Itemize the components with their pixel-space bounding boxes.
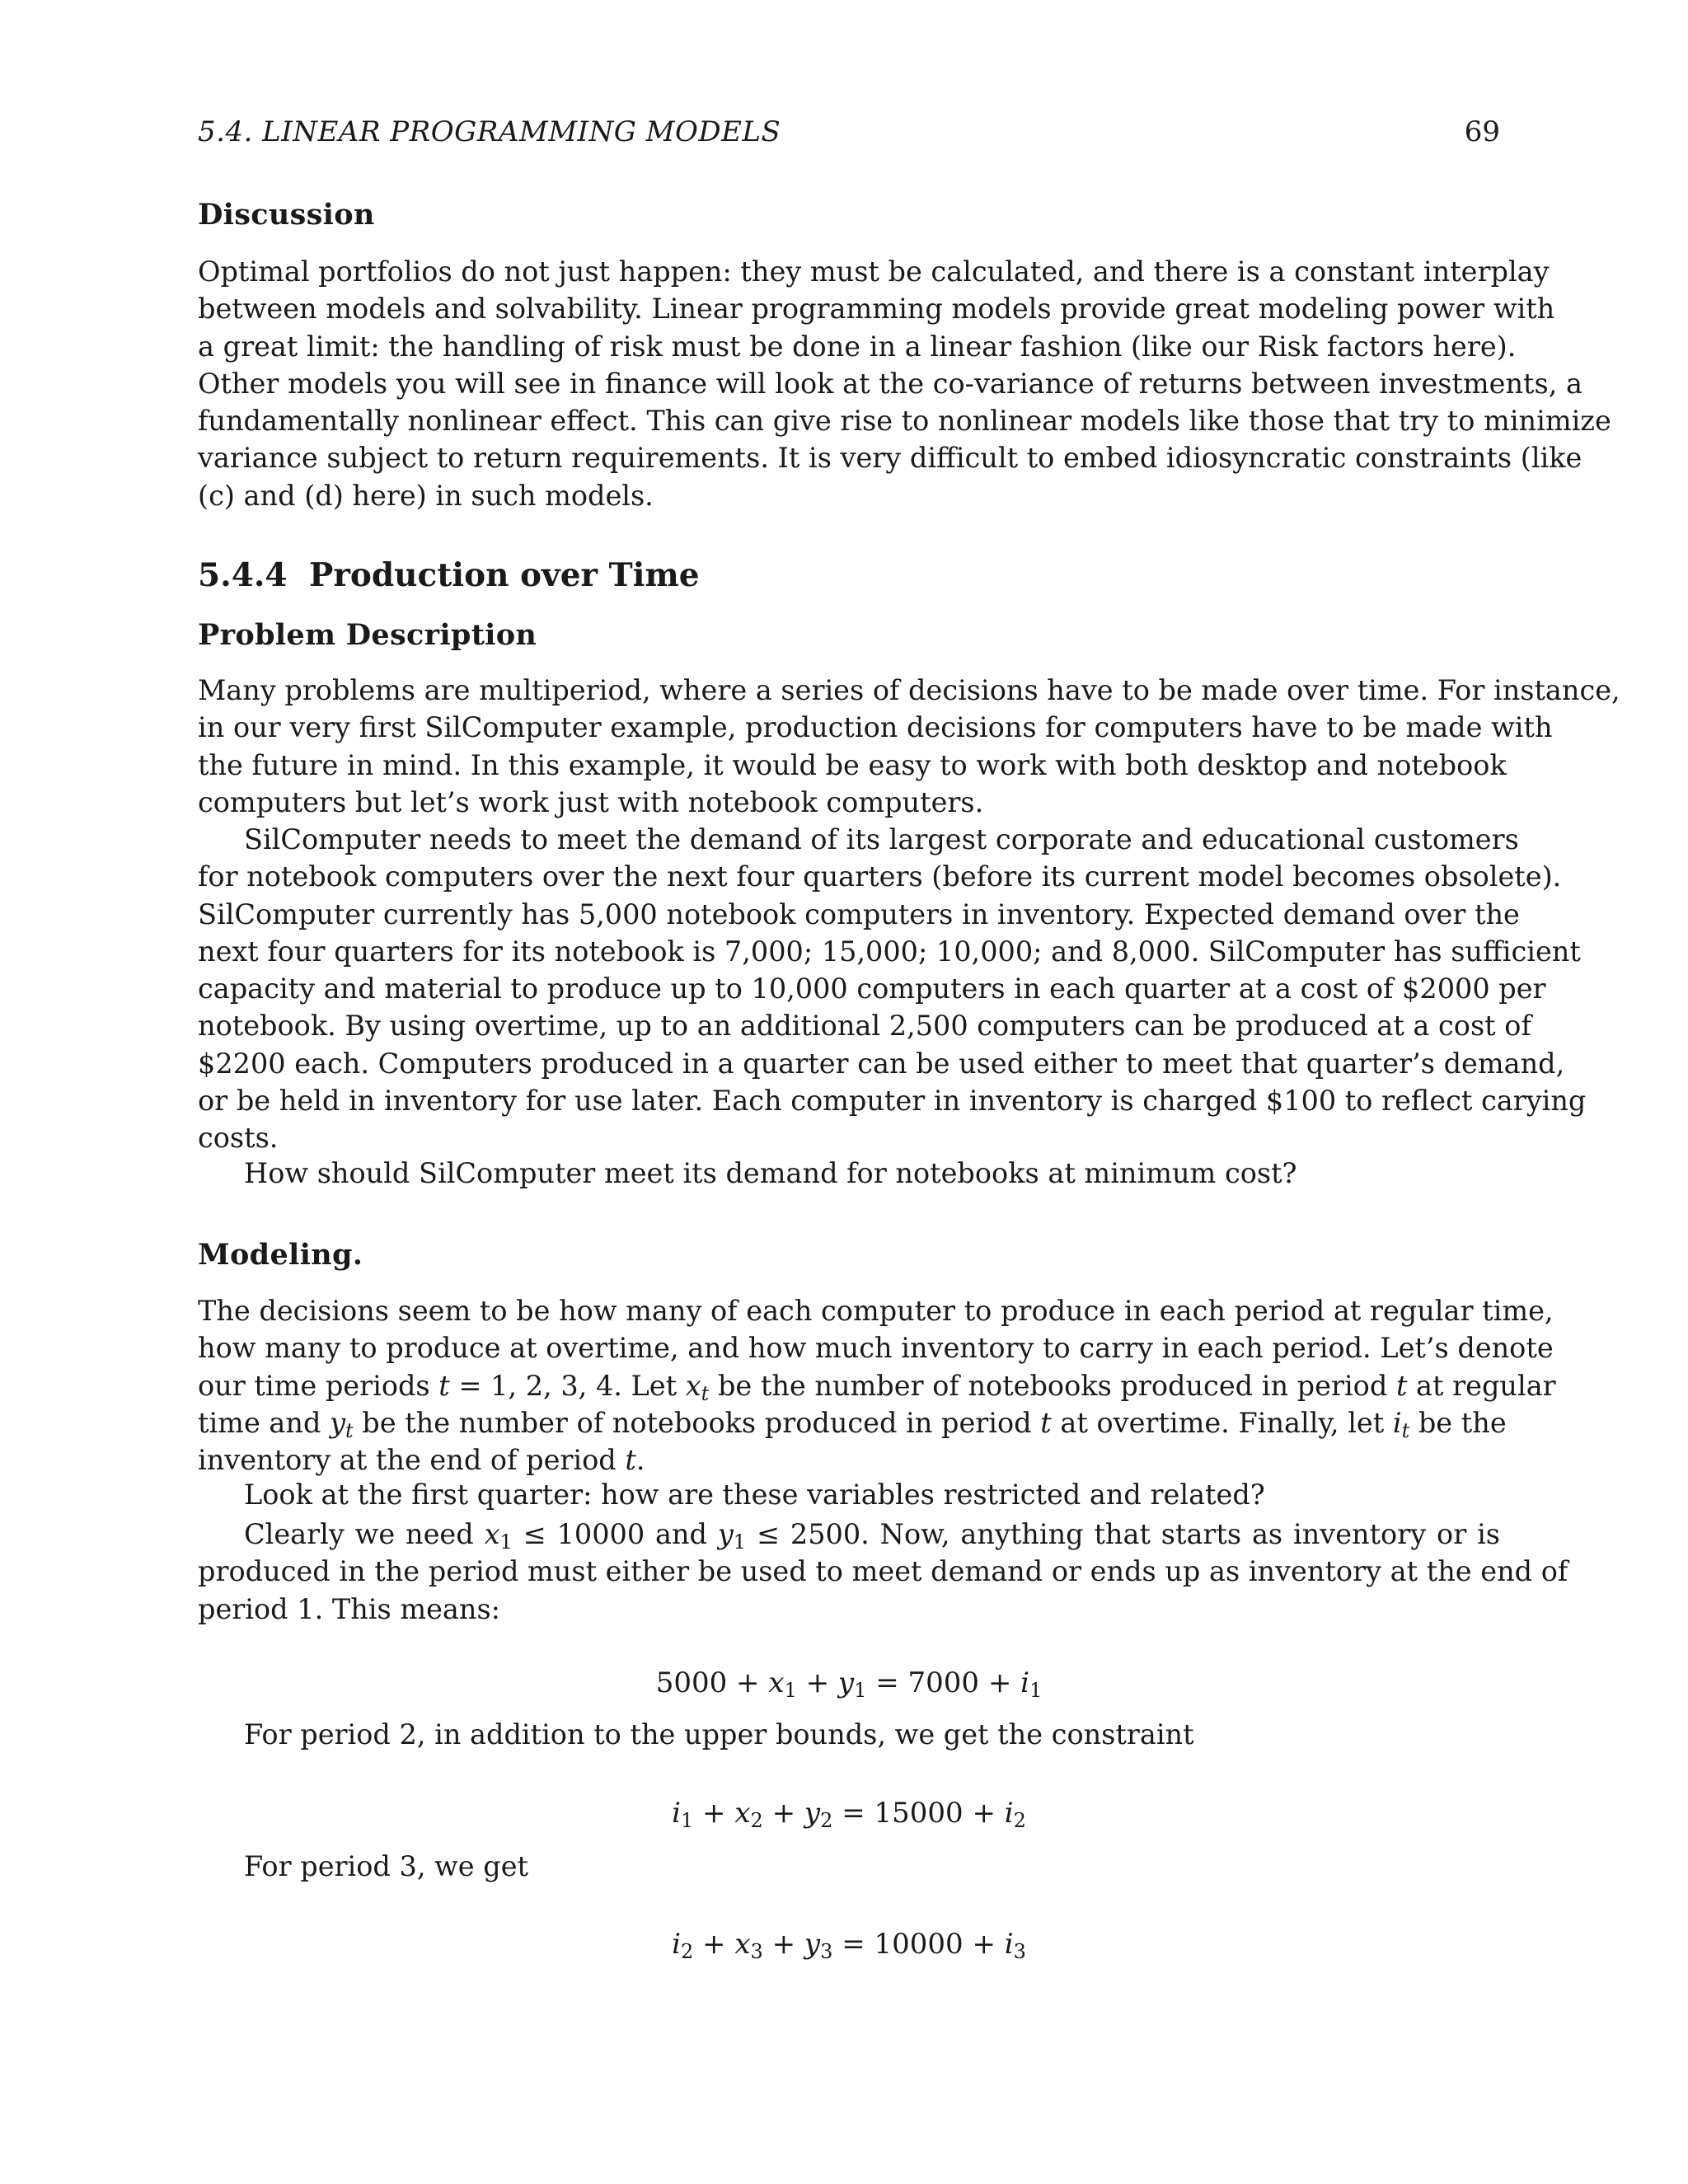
text-line: $2200 each. Computers produced in a quarter can be used either to meet that quarter’s demand, [198, 1047, 1565, 1080]
text-line: between models and solvability. Linear programming models provide great modeling power with [198, 293, 1555, 326]
text-line: Other models you will see in finance will look at the co-variance of returns between investments, a [198, 367, 1582, 400]
section-heading [198, 556, 700, 594]
problem-paragraph-1 [198, 672, 1620, 821]
text-line: in our very first SilComputer example, production decisions for computers have to be made with [198, 711, 1553, 744]
text-line: SilComputer needs to meet the demand of its largest corporate and educational customers [244, 823, 1519, 855]
text-line: costs. [198, 1122, 279, 1155]
text-line: capacity and material to produce up to 10,000 computers in each quarter at a cost of $2000 per [198, 972, 1546, 1005]
text-line: Clearly we need $x_1 \le 10000$ and $y_1 \le 2500$. Now, anything that starts as inventory or is [244, 1518, 1500, 1554]
equation-period-2: $i_1 + x_2 + y_2 = 15000 + i_2$ [672, 1797, 1026, 1832]
modeling-paragraph-1 [198, 1292, 1556, 1479]
text-line: The decisions seem to be how many of each computer to produce in each period at regular time, [198, 1295, 1554, 1327]
problem-question: How should SilComputer meet its demand for notebooks at minimum cost? [244, 1157, 1297, 1189]
page-number: 69 [1464, 115, 1500, 148]
modeling-paragraph-5: For period 3, we get [244, 1850, 528, 1882]
running-header [198, 115, 1500, 157]
text-line: a great limit: the handling of risk must be done in a linear fashion (like our Risk factors here). [198, 330, 1517, 363]
text-line: the future in mind. In this example, it would be easy to work with both desktop and notebook [198, 748, 1507, 781]
text-line: Optimal portfolios do not just happen: they must be calculated, and there is a constant interplay [198, 255, 1550, 288]
modeling-paragraph-3 [198, 1516, 1568, 1628]
modeling-paragraph-4: For period 2, in addition to the upper bounds, we get the constraint [244, 1718, 1194, 1750]
text-line: or be held in inventory for use later. Each computer in inventory is charged $100 to reflect carying [198, 1085, 1587, 1118]
text-line: inventory at the end of period t. [198, 1444, 645, 1477]
modeling-heading: Modeling. [198, 1238, 363, 1272]
text-line: Many problems are multiperiod, where a series of decisions have to be made over time. For instance, [198, 674, 1620, 706]
text-line: our time periods t = 1, 2, 3, 4. Let $x_t$ be the number of notebooks produced in period t at regular [198, 1369, 1556, 1405]
text-line: computers but let’s work just with notebook computers. [198, 785, 984, 818]
text-line: variance subject to return requirements. It is very difficult to embed idiosyncratic constraints (like [198, 442, 1582, 475]
text-line: how many to produce at overtime, and how much inventory to carry in each period. Let’s denote [198, 1332, 1554, 1365]
running-header-title: 5.4. LINEAR PROGRAMMING MODELS [198, 115, 781, 148]
text-line: SilComputer currently has 5,000 notebook computers in inventory. Expected demand over the [198, 898, 1520, 930]
text-line: (c) and (d) here) in such models. [198, 479, 654, 512]
discussion-paragraph [198, 253, 1611, 514]
text-line: produced in the period must either be used to meet demand or ends up as inventory at the end of [198, 1555, 1568, 1588]
equation-period-1: $5000 + x_1 + y_1 = 7000 + i_1$ [655, 1666, 1043, 1702]
section-number: 5.4.4 [198, 556, 288, 594]
equation-period-3: $i_2 + x_3 + y_3 = 10000 + i_3$ [672, 1928, 1026, 1963]
problem-paragraph-2 [198, 821, 1587, 1157]
text-line: time and $y_t$ be the number of notebooks produced in period t at overtime. Finally, let $i_t$ be the [198, 1406, 1507, 1442]
problem-heading: Problem Description [198, 618, 537, 652]
text-line: next four quarters for its notebook is 7,000; 15,000; 10,000; and 8,000. SilComputer has sufficient [198, 935, 1581, 968]
modeling-paragraph-2: Look at the first quarter: how are these variables restricted and related? [244, 1479, 1265, 1511]
section-title: Production over Time [309, 556, 700, 594]
text-line: period 1. This means: [198, 1592, 500, 1625]
text-line: for notebook computers over the next four quarters (before its current model becomes obsolete). [198, 860, 1562, 893]
text-line: notebook. By using overtime, up to an additional 2,500 computers can be produced at a cost of [198, 1010, 1531, 1043]
text-line: fundamentally nonlinear effect. This can give rise to nonlinear models like those that try to minimize [198, 405, 1611, 438]
discussion-heading: Discussion [198, 198, 375, 232]
